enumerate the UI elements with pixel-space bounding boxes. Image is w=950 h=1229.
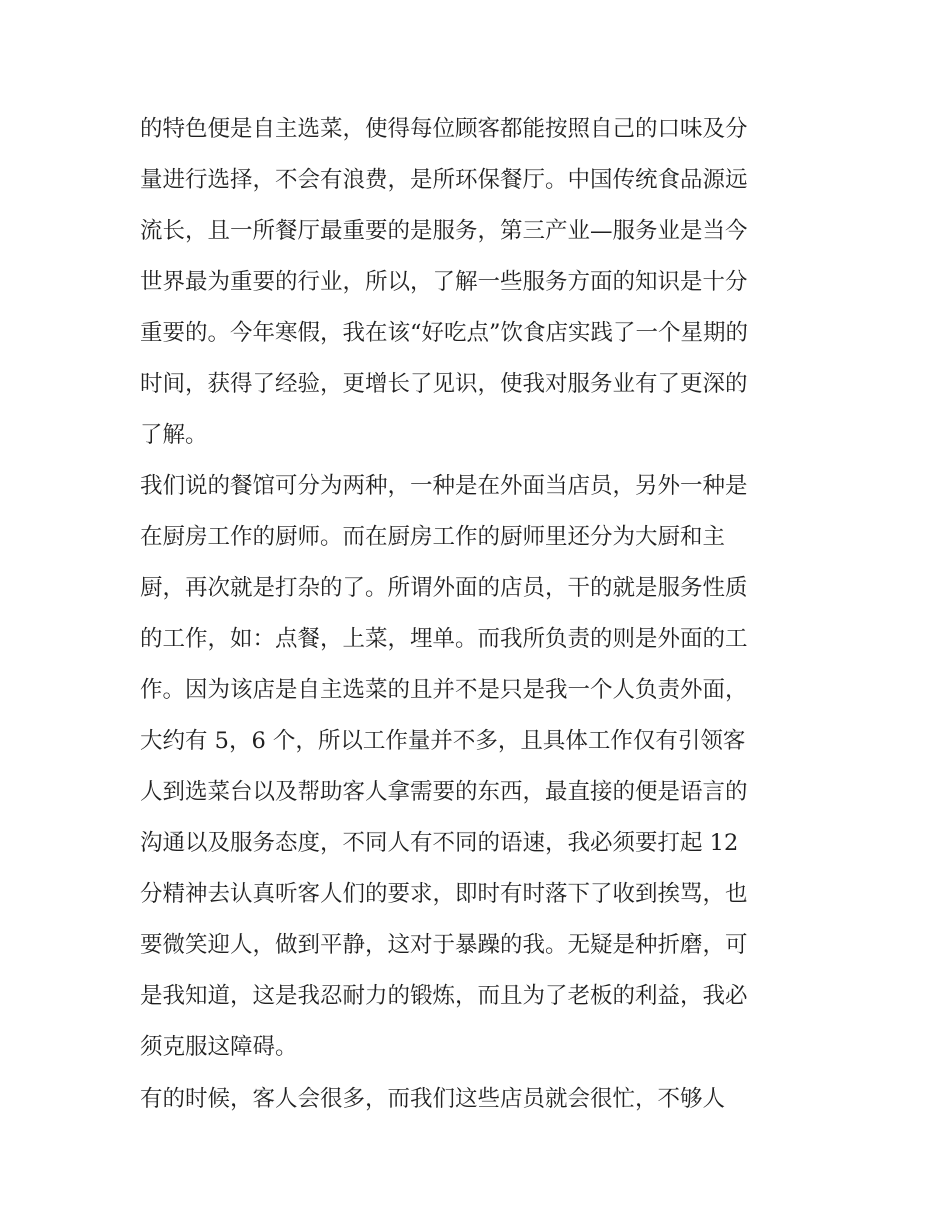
text-line: 作。因为该店是自主选菜的且并不是只是我一个人负责外面，	[140, 677, 748, 703]
text-line: 的特色便是自主选菜，使得每位顾客都能按照自己的口味及分	[140, 116, 748, 142]
text-line: 分精神去认真听客人们的要求，即时有时落下了收到挨骂，也	[140, 881, 748, 907]
text-line: 量进行选择，不会有浪费，是所环保餐厅。中国传统食品源远	[140, 167, 748, 193]
paragraph-2	[140, 461, 820, 1073]
text-line: 厨，再次就是打杂的了。所谓外面的店员，干的就是服务性质	[140, 575, 748, 601]
text-line: 要微笑迎人，做到平静，这对于暴躁的我。无疑是种折磨，可	[140, 932, 748, 958]
text-line: 重要的。今年寒假，我在该“好吃点”饮食店实践了一个星期的	[140, 320, 749, 346]
text-line: 人到选菜台以及帮助客人拿需要的东西，最直接的便是语言的	[140, 779, 748, 805]
text-line: 流长，且一所餐厅最重要的是服务，第三产业—服务业是当今	[140, 218, 748, 244]
paragraph-1	[140, 104, 820, 461]
text-line: 了解。	[140, 422, 208, 448]
text-line: 沟通以及服务态度，不同人有不同的语速，我必须要打起 12	[140, 830, 739, 856]
text-line: 世界最为重要的行业，所以，了解一些服务方面的知识是十分	[140, 269, 748, 295]
text-line: 大约有 5，6 个，所以工作量并不多，且具体工作仅有引领客	[140, 728, 746, 754]
text-line: 是我知道，这是我忍耐力的锻炼，而且为了老板的利益，我必	[140, 983, 748, 1009]
text-line: 时间，获得了经验，更增长了见识，使我对服务业有了更深的	[140, 371, 748, 397]
text-line: 的工作，如：点餐，上菜，埋单。而我所负责的则是外面的工	[140, 626, 748, 652]
text-line: 有的时候，客人会很多，而我们这些店员就会很忙，不够人	[140, 1086, 726, 1112]
text-line: 在厨房工作的厨师。而在厨房工作的厨师里还分为大厨和主	[140, 524, 726, 550]
text-line: 我们说的餐馆可分为两种，一种是在外面当店员，另外一种是	[140, 473, 748, 499]
text-line: 须克服这障碍。	[140, 1034, 298, 1060]
paragraph-3	[140, 1074, 820, 1125]
